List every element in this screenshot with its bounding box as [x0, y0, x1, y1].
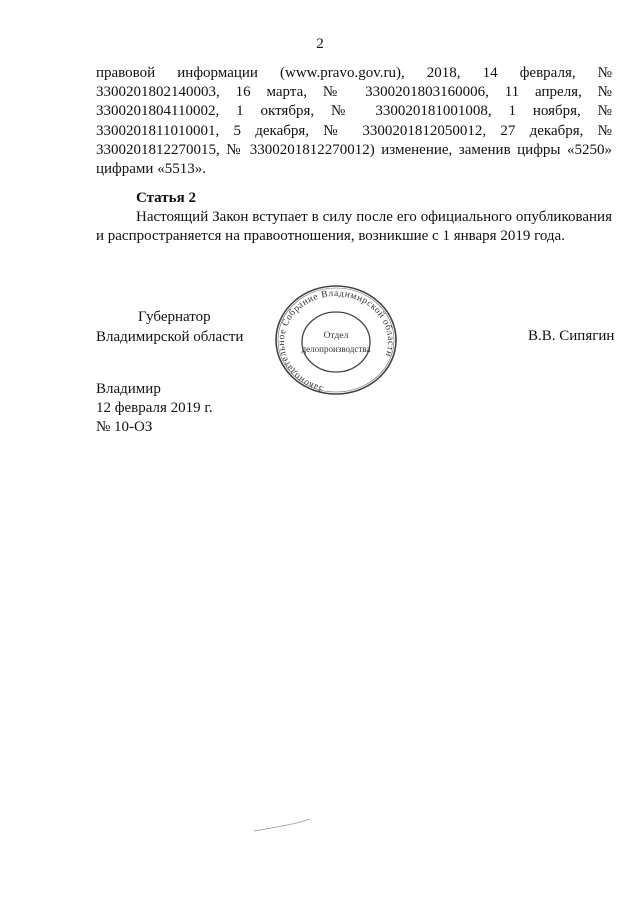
law-number: № 10-ОЗ [96, 419, 153, 436]
body-paragraph: правовой информации (www.pravo.gov.ru), 2018, 14 февраля, № 3300201802140003, 16 марта, № 3300201803160006, 11 апреля, № 3300201804110002, 1 октября, № 330020181001008, 1 ноября, № 3300201811010001, 5 декабря, № 3300201812050012, 27 декабря, № 3300201812270015, № 3300201812270012) изменение, заменив цифры «5250» цифрами «5513». [96, 65, 612, 178]
signatory-name: В.В. Сипягин [528, 328, 615, 344]
article-text: Настоящий Закон вступает в силу после его официального опубликования и распространяется на правоотношения, возникшие с 1 января 2019 года. [96, 209, 612, 245]
page-number: 2 [316, 36, 324, 52]
official-seal [272, 282, 400, 398]
seal-center-line1: Отдел [323, 331, 349, 341]
body-paragraph-container [96, 64, 612, 179]
seal-center-line2: делопроизводства [301, 344, 371, 354]
article-heading: Статья 2 [136, 190, 196, 206]
seal-graphic [272, 282, 400, 398]
seal-ring-text: Законодательное Собрание Владимирской области [277, 288, 396, 394]
place-and-date [96, 380, 213, 438]
city: Владимир [96, 381, 161, 397]
signature-title-line1: Губернатор [138, 309, 211, 325]
signature-title-line2: Владимирской области [96, 328, 244, 345]
article-text-container [96, 208, 612, 246]
signature-title [96, 308, 243, 347]
law-date: 12 февраля 2019 г. [96, 400, 213, 417]
pen-mark-icon [252, 815, 312, 835]
